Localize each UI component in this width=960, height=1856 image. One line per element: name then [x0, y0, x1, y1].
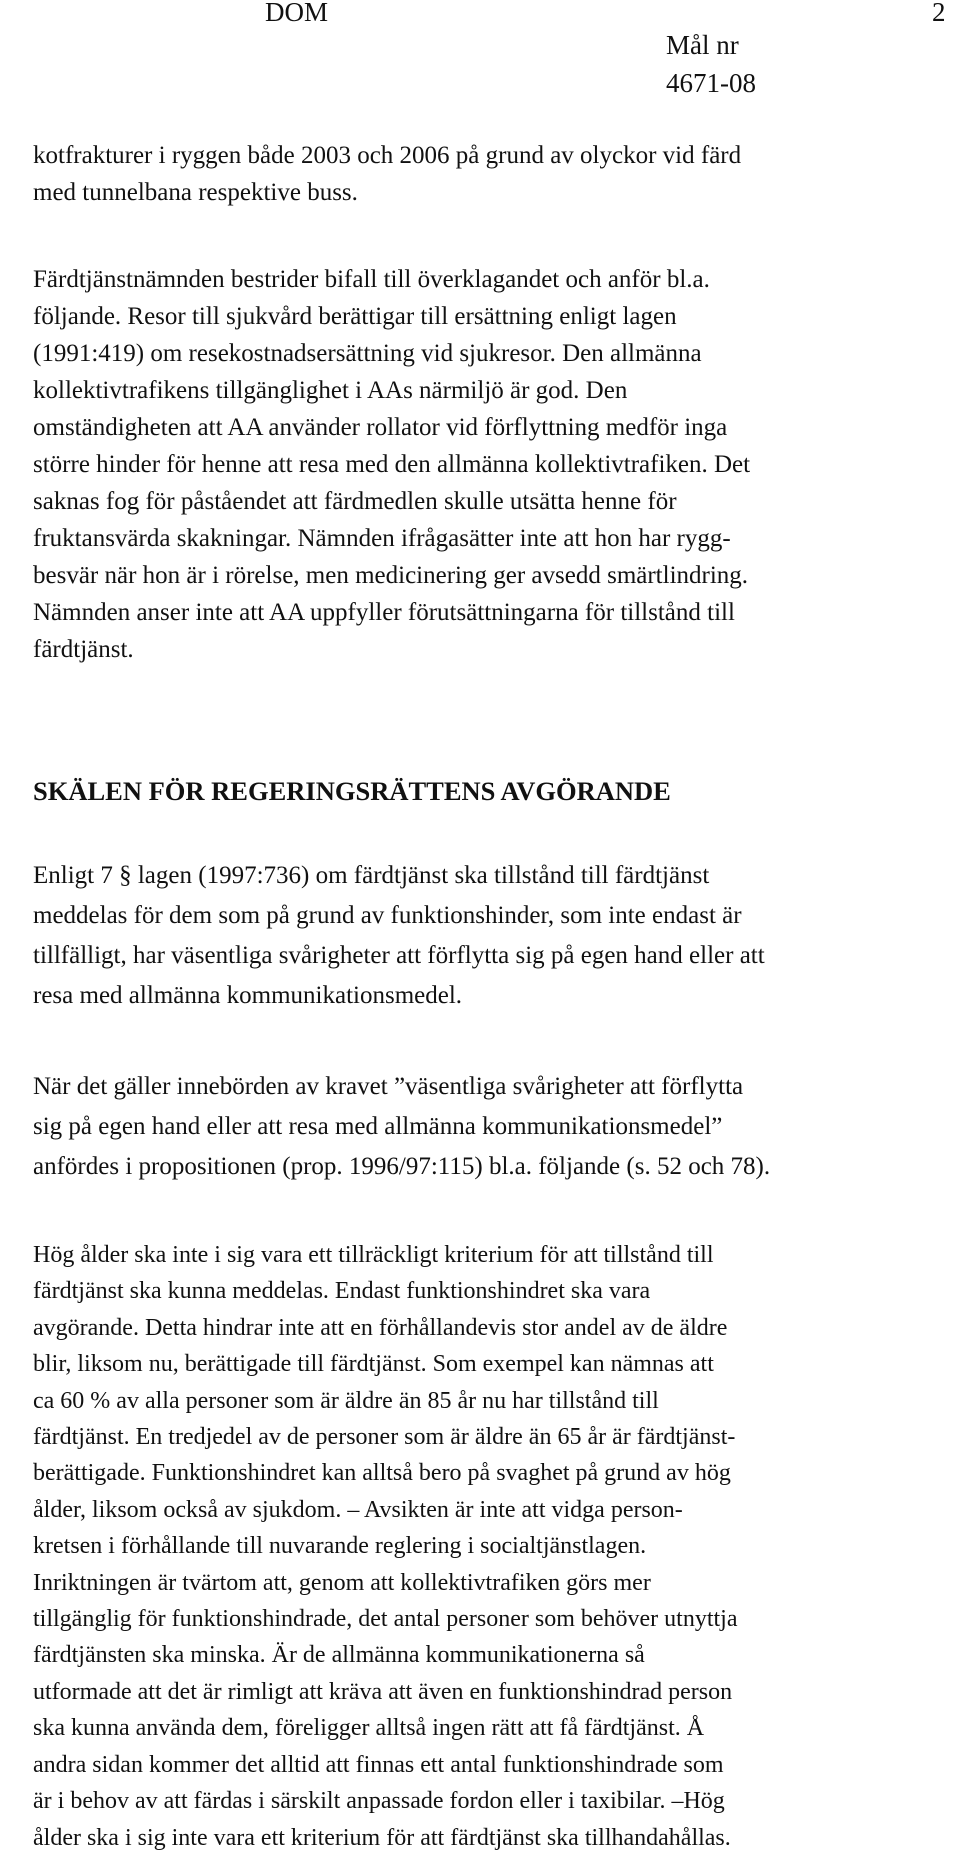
text-line: berättigade. Funktionshindret kan alltså bero på svaghet på grund av hög	[33, 1460, 731, 1487]
text-line: ca 60 % av alla personer som är äldre än 85 år nu har tillstånd till	[33, 1387, 659, 1414]
text-line: utformade att det är rimligt att kräva att även en funktionshindrad person	[33, 1678, 733, 1705]
text-line: kretsen i förhållande till nuvarande reglering i socialtjänstlagen.	[33, 1533, 647, 1560]
text-line: resa med allmänna kommunikationsmedel.	[33, 982, 463, 1009]
text-line: Inriktningen är tvärtom att, genom att kollektivtrafiken görs mer	[33, 1569, 651, 1596]
document-type: DOM	[265, 0, 329, 27]
page-number: 2	[932, 0, 946, 27]
text-line: andra sidan kommer det alltid att finnas ett antal funktionshindrade som	[33, 1751, 724, 1778]
body-paragraph	[33, 261, 933, 668]
body-paragraph	[33, 1067, 933, 1187]
text-line: större hinder för henne att resa med den allmänna kollektivtrafiken. Det	[33, 451, 751, 478]
text-line: tillgänglig för funktionshindrade, det antal personer som behöver utnyttja	[33, 1606, 738, 1633]
text-line: (1991:419) om resekostnadsersättning vid sjukresor. Den allmänna	[33, 340, 702, 367]
text-line: tillfälligt, har väsentliga svårigheter att förflytta sig på egen hand eller att	[33, 942, 765, 969]
text-line: omständigheten att AA använder rollator vid förflyttning medför inga	[33, 414, 728, 441]
section-heading: SKÄLEN FÖR REGERINGSRÄTTENS AVGÖRANDE	[33, 776, 671, 806]
text-line: färdtjänsten ska minska. Är de allmänna kommunikationerna så	[33, 1642, 645, 1669]
text-line: med tunnelbana respektive buss.	[33, 179, 358, 206]
text-line: ålder ska i sig inte vara ett kriterium för att färdtjänst ska tillhandahållas.	[33, 1824, 731, 1851]
text-line: Hög ålder ska inte i sig vara ett tillräckligt kriterium för att tillstånd till	[33, 1242, 714, 1268]
text-line: Enligt 7 § lagen (1997:736) om färdtjänst ska tillstånd till färdtjänst	[33, 862, 710, 889]
body-paragraph	[33, 856, 933, 1016]
text-line: sig på egen hand eller att resa med allmänna kommunikationsmedel”	[33, 1113, 723, 1140]
body-paragraph	[33, 137, 933, 211]
text-line: är i behov av att färdas i särskilt anpassade fordon eller i taxibilar. –Hög	[33, 1788, 725, 1815]
text-line: anfördes i propositionen (prop. 1996/97:115) bl.a. följande (s. 52 och 78).	[33, 1153, 771, 1180]
text-line: kollektivtrafikens tillgänglighet i AAs närmiljö är god. Den	[33, 377, 628, 404]
text-line: ålder, liksom också av sjukdom. – Avsikten är inte att vidga person-	[33, 1496, 683, 1523]
text-line: blir, liksom nu, berättigade till färdtjänst. Som exempel kan nämnas att	[33, 1351, 714, 1378]
text-line: färdtjänst.	[33, 636, 134, 663]
text-line: Färdtjänstnämnden bestrider bifall till överklagandet och anför bl.a.	[33, 266, 710, 293]
case-number-label: Mål nr	[666, 30, 739, 60]
quoted-passage	[33, 1237, 933, 1856]
text-line: avgörande. Detta hindrar inte att en förhållandevis stor andel av de äldre	[33, 1314, 728, 1341]
text-line: Nämnden anser inte att AA uppfyller förutsättningarna för tillstånd till	[33, 599, 735, 626]
text-line: fruktansvärda skakningar. Nämnden ifrågasätter inte att hon har rygg-	[33, 525, 731, 552]
text-line: besvär när hon är i rörelse, men medicinering ger avsedd smärtlindring.	[33, 562, 749, 589]
text-line: saknas fog för påståendet att färdmedlen skulle utsätta henne för	[33, 488, 677, 515]
text-line: följande. Resor till sjukvård berättigar till ersättning enligt lagen	[33, 303, 677, 330]
text-line: meddelas för dem som på grund av funktionshinder, som inte endast är	[33, 902, 742, 929]
text-line: färdtjänst ska kunna meddelas. Endast funktionshindret ska vara	[33, 1278, 651, 1305]
case-number: 4671-08	[666, 68, 756, 98]
text-line: ska kunna använda dem, föreligger alltså ingen rätt att få färdtjänst. Å	[33, 1715, 705, 1742]
text-line: När det gäller innebörden av kravet ”väsentliga svårigheter att förflytta	[33, 1073, 744, 1100]
text-line: färdtjänst. En tredjedel av de personer som är äldre än 65 år är färdtjänst-	[33, 1424, 736, 1451]
text-line: kotfrakturer i ryggen både 2003 och 2006 på grund av olyckor vid färd	[33, 142, 742, 169]
